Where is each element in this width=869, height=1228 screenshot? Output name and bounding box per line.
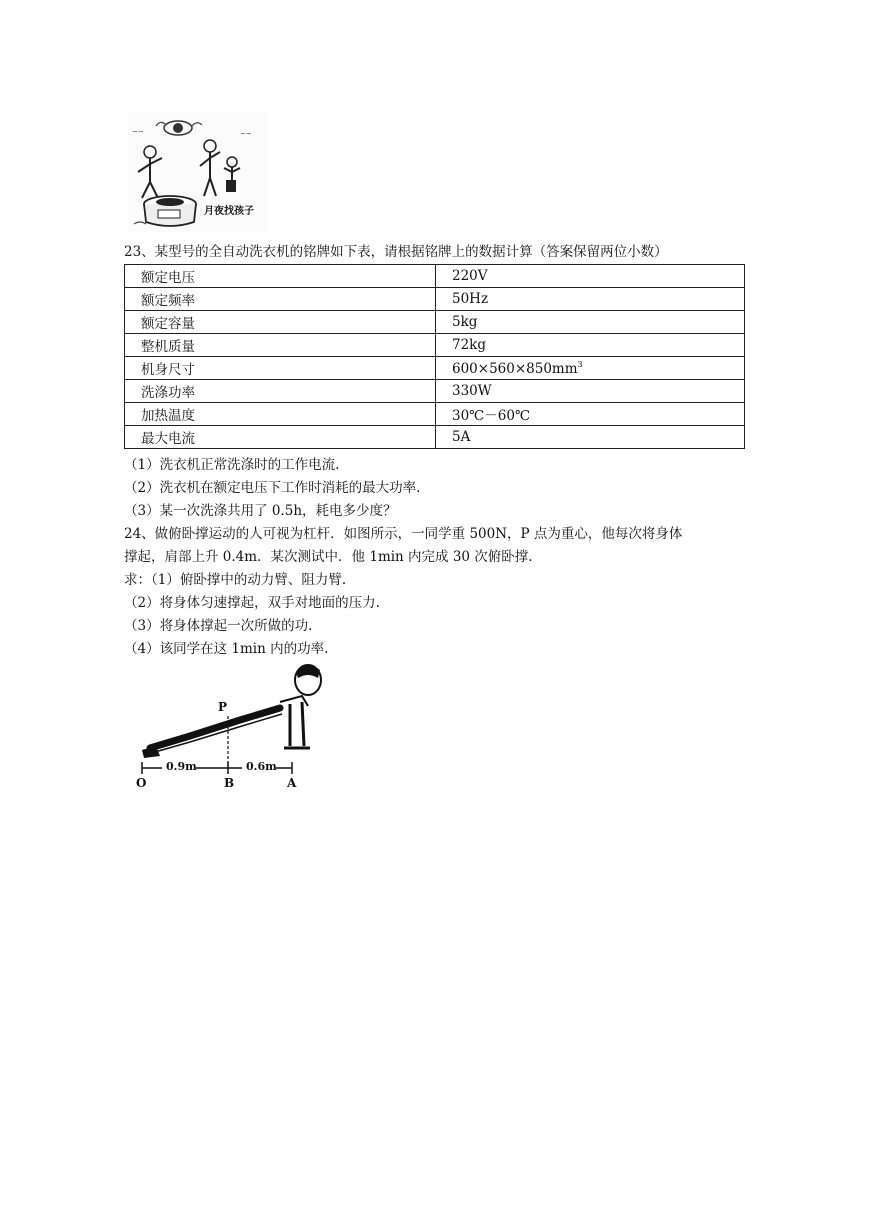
table-row xyxy=(125,426,745,449)
q24-sub2: （2）将身体匀速撑起，双手对地面的压力. xyxy=(124,595,380,611)
cartoon-figure xyxy=(128,112,268,232)
table-cell-value: 30℃－60℃ xyxy=(436,403,745,426)
table-row xyxy=(125,311,745,334)
q23-sub3: （3）某一次洗涤共用了 0.5h，耗电多少度？ xyxy=(124,503,397,519)
svg-text:~~: ~~ xyxy=(132,128,144,136)
table-cell-label: 额定电压 xyxy=(125,265,436,288)
table-row xyxy=(125,265,745,288)
table-cell-label: 最大电流 xyxy=(125,426,436,449)
size-value: 600×560×850mm xyxy=(452,360,578,377)
table-cell-label: 洗涤功率 xyxy=(125,380,436,403)
nameplate-table xyxy=(124,264,745,449)
table-cell-value: 72kg xyxy=(436,334,745,357)
table-cell-label: 加热温度 xyxy=(125,403,436,426)
q23-sub2: （2）洗衣机在额定电压下工作时消耗的最大功率. xyxy=(124,480,421,496)
pushup-illustration xyxy=(130,662,340,794)
distance-ba-label: 0.6m xyxy=(246,760,277,773)
table-row xyxy=(125,357,745,380)
size-exponent: 3 xyxy=(577,359,583,369)
q23-sub1: （1）洗衣机正常洗涤时的工作电流. xyxy=(124,457,340,473)
q23-title: 23、某型号的全自动洗衣机的铭牌如下表，请根据铭牌上的数据计算（答案保留两位小数） xyxy=(124,244,668,260)
q24-sub1: 求：（1）俯卧撑中的动力臂、阻力臂. xyxy=(124,572,347,588)
table-row xyxy=(125,288,745,311)
table-cell-label: 额定容量 xyxy=(125,311,436,334)
table-cell-value: 5A xyxy=(436,426,745,449)
q24-line1: 24、做俯卧撑运动的人可视为杠杆．如图所示，一同学重 500N，P 点为重心，他每次将身体 xyxy=(124,526,683,542)
point-p-label: P xyxy=(218,700,228,714)
table-row xyxy=(125,334,745,357)
pushup-figure xyxy=(130,662,340,794)
q24-line2: 撑起，肩部上升 0.4m．某次测试中．他 1min 内完成 30 次俯卧撑. xyxy=(124,549,533,565)
point-b-label: B xyxy=(224,776,235,790)
table-row xyxy=(125,380,745,403)
svg-text:~~: ~~ xyxy=(240,130,252,138)
table-cell-label: 机身尺寸 xyxy=(125,357,436,380)
table-cell-value xyxy=(436,357,745,380)
distance-ob-label: 0.9m xyxy=(166,760,197,773)
q24-sub4: （4）该同学在这 1min 内的功率. xyxy=(124,641,329,657)
table-cell-value: 330W xyxy=(436,380,745,403)
point-o-label: O xyxy=(136,776,147,790)
cartoon-caption: 月夜找孩子 xyxy=(204,206,254,217)
table-row xyxy=(125,403,745,426)
table-cell-label: 额定频率 xyxy=(125,288,436,311)
table-cell-label: 整机质量 xyxy=(125,334,436,357)
point-a-label: A xyxy=(287,776,297,790)
q24-sub3: （3）将身体撑起一次所做的功. xyxy=(124,618,313,634)
table-cell-value: 5kg xyxy=(436,311,745,334)
table-cell-value: 50Hz xyxy=(436,288,745,311)
table-cell-value: 220V xyxy=(436,265,745,288)
